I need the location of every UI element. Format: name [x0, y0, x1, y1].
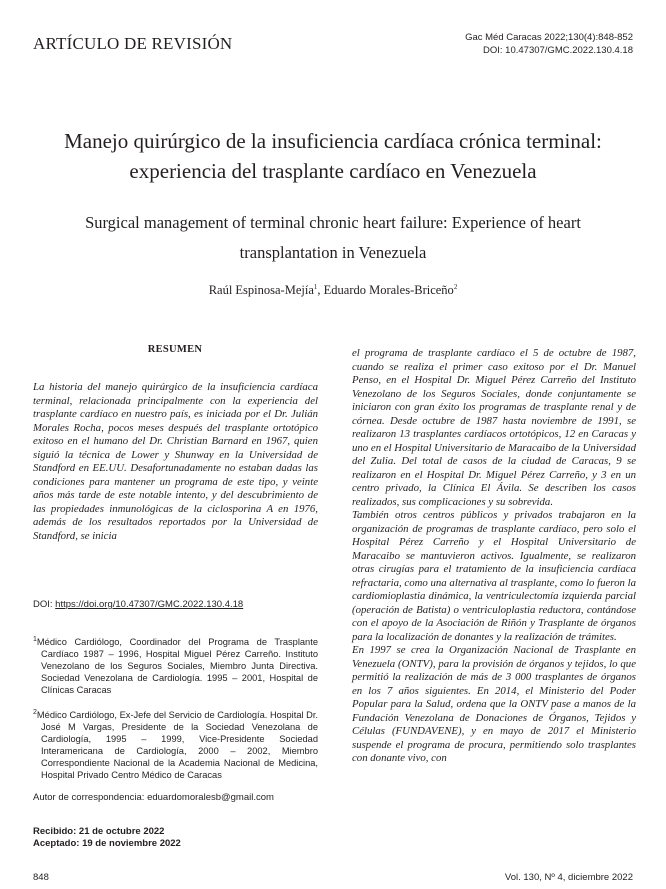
- abstract-paragraph: La historia del manejo quirúrgico de la insuficiencia cardíaca terminal, relacionada principalmente con la experiencia del trasplante cardíaco en nuestro país, es iniciada por el Dr. Julián Morales Rocha, pocos meses después del trasplante ortotópico exitoso en el humano del Dr. Christian Barnard en 1967, quien siguió la técnica de Lower y Shunway en la Universidad de Standford en EE.UU. Desafortunadamente no estaban dadas las condiciones para mantener un programa de este tipo, y veinte años más tarde de este notable intento, y del descubrimiento de las propiedades inmunológicas de la ciclosporina A en 1976, además de los resultados reportados por la Universidad de Standford, se inicia: [33, 381, 318, 542]
- title-spanish: Manejo quirúrgico de la insuficiencia cardíaca crónica terminal: experiencia del trasplante cardíaco en Venezuela: [64, 129, 602, 183]
- affiliation-body: Médico Cardiólogo, Coordinador del Programa de Trasplante Cardíaco 1987 – 1996, Hospital Miguel Pérez Carreño. Instituto Venezolano de los Seguros Sociales, Miembro Junta Directiva. Sociedad Venezolana de Cardiología. 1995 – 2001, Hospital de Clínicas Caracas: [36, 637, 318, 696]
- page-number: 848: [33, 872, 49, 883]
- received-date: Recibido: 21 de octubre 2022: [33, 826, 165, 837]
- affiliation-2: [33, 709, 318, 782]
- author-separator: ,: [317, 283, 324, 297]
- abstract-right-column: [352, 347, 636, 766]
- title-english: Surgical management of terminal chronic heart failure: Experience of heart transplantation in Venezuela: [85, 213, 581, 262]
- affiliation-text: [33, 636, 318, 696]
- issue-info: Vol. 130, Nº 4, diciembre 2022: [504, 872, 633, 883]
- affiliation-body: Médico Cardiólogo, Ex-Jefe del Servicio de Cardiología. Hospital Dr. José M Vargas, Presidente de la Sociedad Venezolana de Cardiología, 1995 – 1999, Vice-Presidente Sociedad Interamericana de Cardiología, 2000 – 2002, Miembro Correspondiente Nacional de la Academia Nacional de Medicina, Hospital Privado Centro Médico de Caracas: [36, 710, 319, 781]
- abstract-paragraph: el programa de trasplante cardíaco el 5 de octubre de 1987, cuando se realiza el primer caso exitoso por el Dr. Manuel Penso, en el Hospital Dr. Miguel Pérez Carreño del Instituto Venezolano de los Seguros Sociales, donde conjuntamente se iniciaron con gran éxito los programas de trasplante renal y de córnea. Desde octubre de 1987 hasta noviembre de 1991, se realizaron 13 trasplantes cardíacos ortotópicos, 12 en Caracas y uno en el Hospital Universitario de Maracaibo de la Universidad del Zulia. Del total de casos de la ciudad de Caracas, 9 se realizaron en el Hospital Dr. Miguel Pérez Carreño, y 3 en un centro privado, la Clínica El Ávila. Se describen los casos realizados, sus complicaciones y su sobrevida.: [352, 347, 636, 508]
- abstract-heading: RESUMEN: [147, 344, 203, 355]
- header-doi: DOI: 10.47307/GMC.2022.130.4.18: [483, 45, 633, 56]
- affiliation-text: [33, 709, 318, 782]
- section-label: ARTÍCULO DE REVISIÓN: [33, 34, 233, 53]
- affiliation-mark: 1: [33, 635, 37, 643]
- author-name: Raúl Espinosa-Mejía: [208, 283, 314, 297]
- correspondence: Autor de correspondencia: eduardomoralesb@gmail.com: [33, 792, 274, 803]
- author-affiliation-mark: 1: [313, 282, 318, 291]
- journal-citation: Gac Méd Caracas 2022;130(4):848-852: [465, 32, 633, 43]
- affiliation-1: [33, 636, 318, 696]
- doi-link[interactable]: https://doi.org/10.47307/GMC.2022.130.4.18: [55, 599, 244, 610]
- author-list: [40, 283, 626, 298]
- author-name: Eduardo Morales-Briceño: [323, 283, 454, 297]
- citation-block: [465, 31, 633, 57]
- affiliation-mark: 2: [33, 708, 37, 716]
- abstract-paragraph: En 1997 se crea la Organización Nacional de Trasplante en Venezuela (ONTV), para la provisión de órganos y tejidos, lo que permitió la realización de más de 3 000 trasplantes de órganos en los 7 años siguientes. En 2014, el Ministerio del Poder Popular para la Salud, ordena que la ONTV pase a manos de la Fundación Venezolana de Donaciones de Órganos, Tejidos y Células (FUNDAVENE), y en mayo de 2017 el Ministerio suspende el programa de procura, permitiendo solo trasplantes con donante vivo, con: [352, 644, 636, 764]
- abstract-left-column: [33, 381, 318, 543]
- accepted-date: Aceptado: 19 de noviembre 2022: [33, 838, 181, 849]
- doi-label: DOI:: [33, 599, 53, 610]
- doi-line: [33, 599, 243, 610]
- author-affiliation-mark: 2: [453, 282, 458, 291]
- abstract-paragraph: También otros centros públicos y privados trabajaron en la organización de programas de trasplante cardíaco, pero solo el Hospital Pérez Carreño y el Hospital Universitario de Maracaibo se mantuvieron activos. Igualmente, se realizaron otras cirugías para el tratamiento de la insuficiencia cardíaca refractaria, como una alternativa al trasplante, como lo fueron la cardiomioplastia dinámica, la ventriculectomía izquierda parcial (operación de Batista) o ventriculoplastia reductora, contándose con el apoyo de la Asociación de Riñón y Trasplante de órganos para la localización de donantes y la realización de trámites.: [352, 509, 636, 643]
- submission-dates: [33, 826, 181, 850]
